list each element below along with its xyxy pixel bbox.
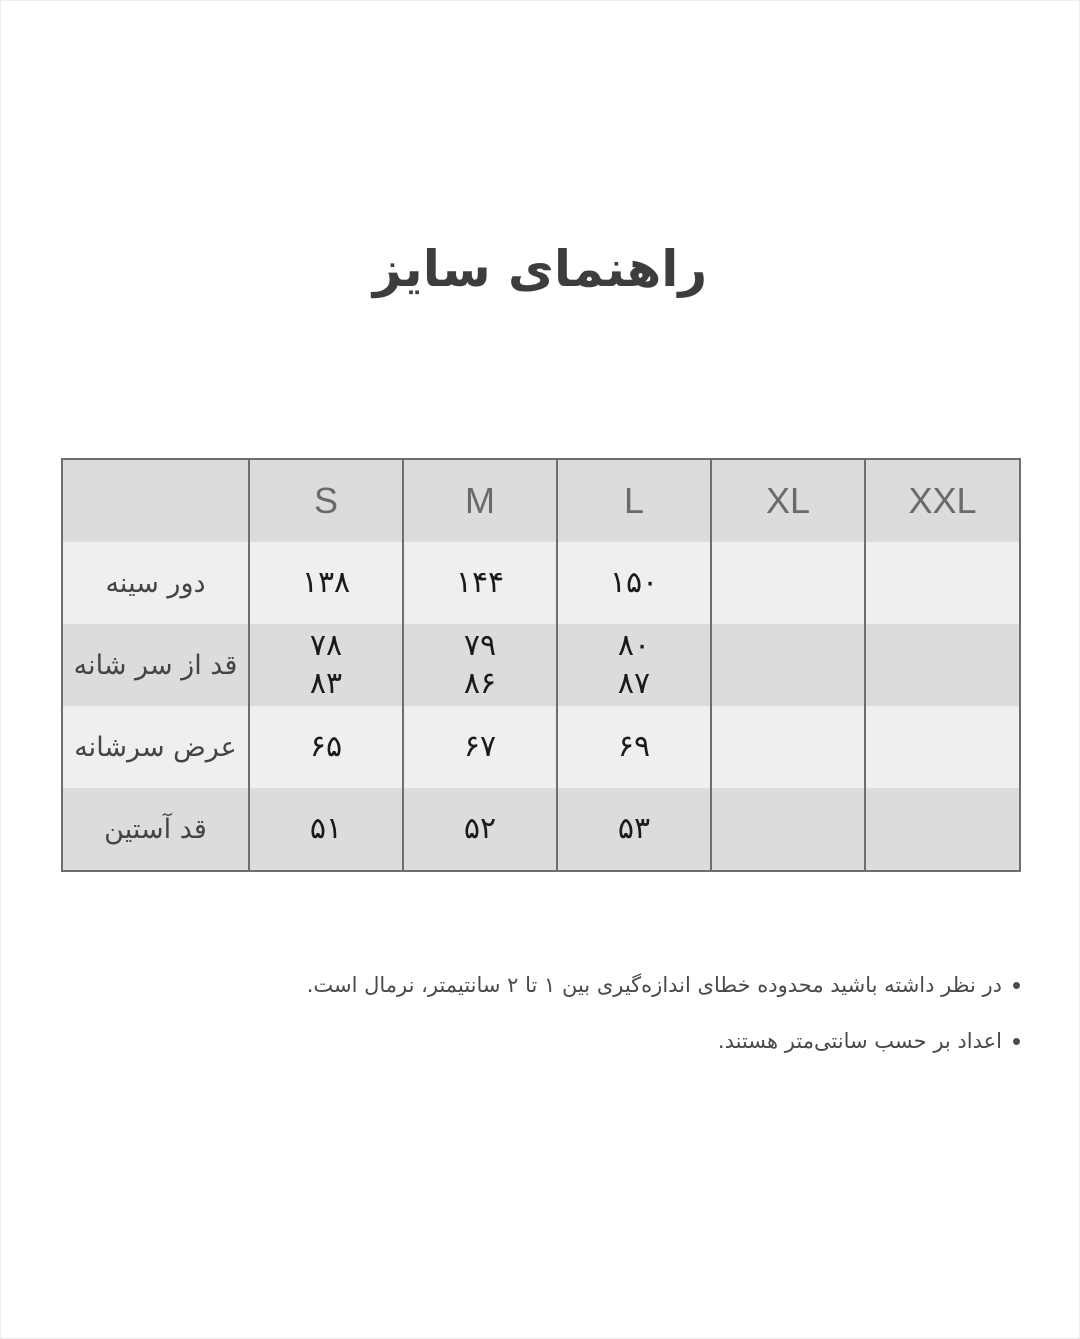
table-row-sleeve bbox=[62, 788, 1020, 871]
cell-chest-s bbox=[249, 542, 403, 624]
row-label-length: قد از سر شانه bbox=[62, 624, 249, 706]
cell-chest-m bbox=[403, 542, 557, 624]
notes-list bbox=[220, 965, 1020, 1077]
cell-length-s bbox=[249, 624, 403, 706]
cell-value: ۱۵۰ bbox=[609, 565, 659, 600]
cell-chest-l bbox=[557, 542, 711, 624]
cell-value: ۷۸ bbox=[309, 628, 343, 663]
cell-value: ۸۶ bbox=[463, 666, 497, 701]
row-label-sleeve: قد آستین bbox=[62, 788, 249, 871]
cell-length-l bbox=[557, 624, 711, 706]
cell-shoulder-l bbox=[557, 706, 711, 788]
note-text: در نظر داشته باشید محدوده خطای اندازه‌گیری بین ۱ تا ۲ سانتیمتر، نرمال است. bbox=[306, 973, 1002, 997]
size-header-xxl: XXL bbox=[908, 480, 977, 521]
table-row-shoulder bbox=[62, 706, 1020, 788]
cell-length-m bbox=[403, 624, 557, 706]
cell-sleeve-l bbox=[557, 788, 711, 871]
cell-value: ۷۹ bbox=[463, 628, 497, 663]
cell-shoulder-m bbox=[403, 706, 557, 788]
cell-sleeve-xl bbox=[711, 788, 865, 871]
cell-shoulder-s bbox=[249, 706, 403, 788]
table-header-row bbox=[62, 459, 1020, 542]
size-header-s: S bbox=[249, 459, 403, 542]
cell-value: ۱۴۴ bbox=[455, 565, 505, 600]
table-corner-cell bbox=[62, 459, 249, 542]
row-label-chest: دور سینه bbox=[62, 542, 249, 624]
cell-value: ۶۵ bbox=[309, 729, 343, 764]
cell-sleeve-m bbox=[403, 788, 557, 871]
cell-value: ۶۹ bbox=[617, 729, 651, 764]
cell-sleeve-s bbox=[249, 788, 403, 871]
table-row-length bbox=[62, 624, 1020, 706]
note-item bbox=[220, 1021, 1020, 1077]
size-header-xl: XL bbox=[711, 459, 865, 542]
cell-value: ۸۷ bbox=[617, 666, 651, 701]
cell-value: ۵۳ bbox=[617, 811, 651, 846]
page-title: راهنمای سایز bbox=[372, 240, 708, 298]
cell-value: ۸۰ bbox=[617, 628, 651, 663]
bullet-icon bbox=[1013, 1038, 1020, 1045]
cell-value: ۸۳ bbox=[309, 666, 343, 701]
cell-length-xl bbox=[711, 624, 865, 706]
bullet-icon bbox=[1013, 982, 1020, 989]
cell-chest-xl bbox=[711, 542, 865, 624]
cell-value: ۵۲ bbox=[463, 811, 497, 846]
row-label-shoulder: عرض سرشانه bbox=[62, 706, 249, 788]
cell-length-xxl bbox=[865, 624, 1020, 706]
size-header-l: L bbox=[557, 459, 711, 542]
cell-shoulder-xl bbox=[711, 706, 865, 788]
table-row-chest bbox=[62, 542, 1020, 624]
cell-value: ۱۳۸ bbox=[301, 565, 351, 600]
cell-shoulder-xxl bbox=[865, 706, 1020, 788]
cell-chest-xxl bbox=[865, 542, 1020, 624]
cell-value: ۵۱ bbox=[309, 811, 343, 846]
cell-sleeve-xxl bbox=[865, 788, 1020, 871]
note-text: اعداد بر حسب سانتی‌متر هستند. bbox=[717, 1029, 1002, 1053]
size-chart-table bbox=[61, 458, 1021, 872]
cell-value: ۶۷ bbox=[463, 729, 497, 764]
size-header-m: M bbox=[403, 459, 557, 542]
note-item bbox=[220, 965, 1020, 1021]
